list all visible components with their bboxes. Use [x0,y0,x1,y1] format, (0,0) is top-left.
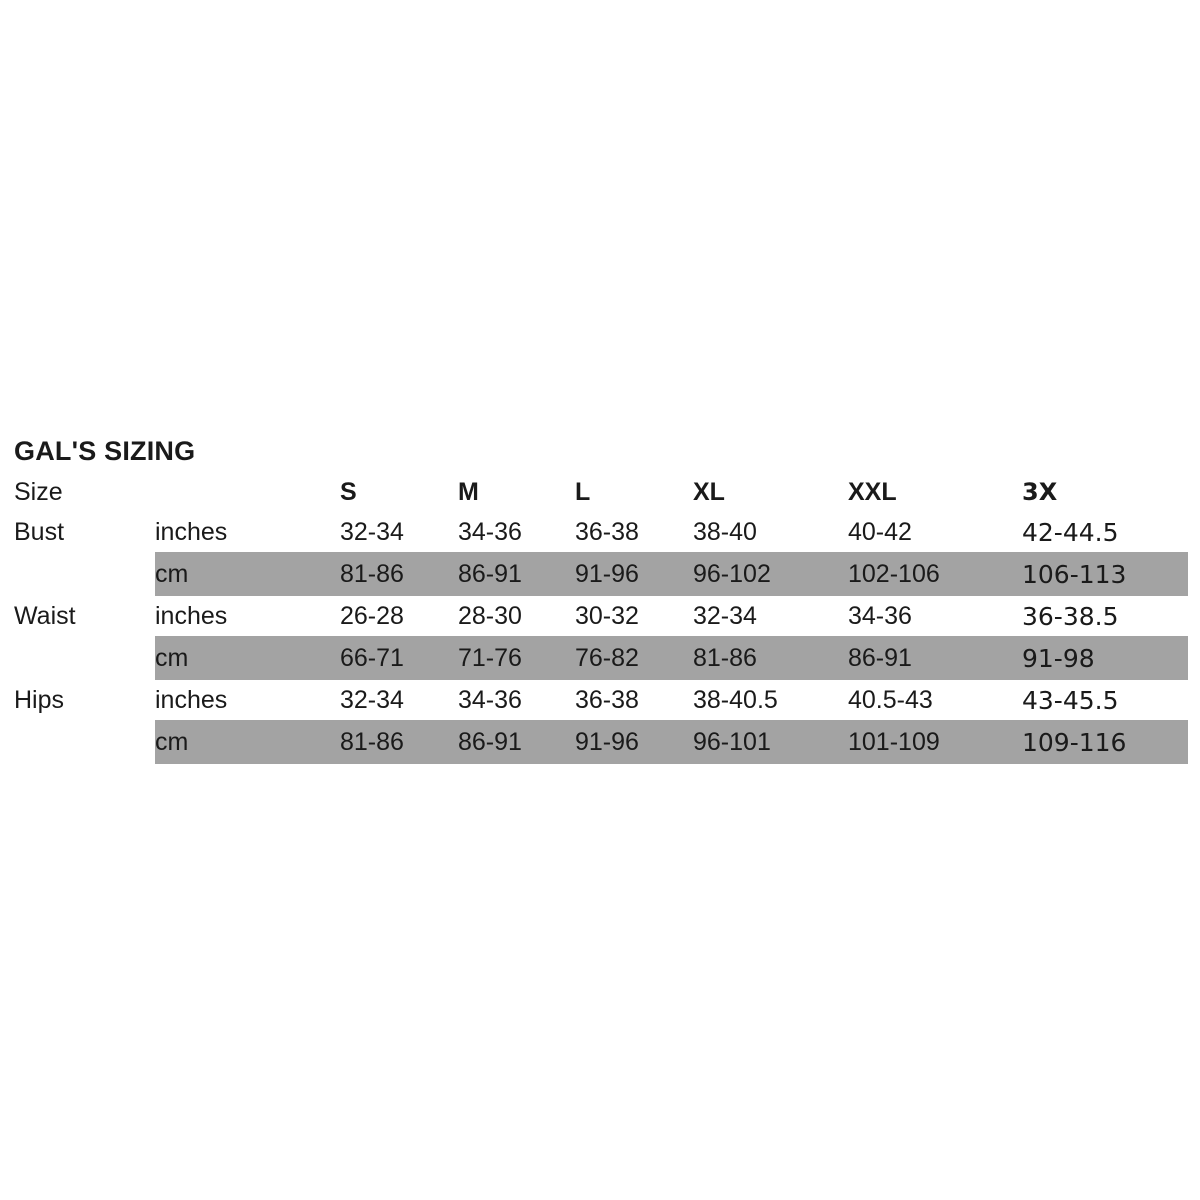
unit-cell: cm [155,636,340,680]
value-cell: 36-38 [575,517,639,546]
value-cell: 81-86 [340,552,458,596]
value-cell: 81-86 [340,720,458,764]
table-row-hips-inches [14,680,1188,720]
value-cell: 106-113 [1022,552,1188,596]
table-row-bust-inches [14,512,1188,552]
value-cell: 96-101 [693,720,848,764]
value-cell: 109-116 [1022,720,1188,764]
table-row-bust-cm [14,552,1188,596]
unit-cell: inches [155,685,228,714]
value-cell: 34-36 [848,601,912,630]
column-header-xl: XL [693,477,725,506]
corner-label: Size [14,477,63,506]
value-cell: 38-40.5 [693,685,778,714]
unit-cell: inches [155,601,228,630]
value-cell: 101-109 [848,720,1022,764]
measure-cell: Hips [14,685,65,714]
column-header-m: M [458,477,479,506]
size-chart-table [14,472,1188,764]
value-cell: 30-32 [575,601,639,630]
value-cell: 26-28 [340,601,404,630]
value-cell: 34-36 [458,517,522,546]
header-row [14,472,1188,512]
value-cell: 36-38.5 [1022,601,1119,631]
value-cell: 32-34 [340,517,404,546]
value-cell: 40.5-43 [848,685,933,714]
value-cell: 32-34 [340,685,404,714]
unit-cell: cm [155,720,340,764]
value-cell: 91-96 [575,720,693,764]
value-cell: 32-34 [693,601,757,630]
page-title: GAL'S SIZING [14,436,196,466]
value-cell: 76-82 [575,636,693,680]
value-cell: 96-102 [693,552,848,596]
measure-cell [14,720,155,764]
measure-cell: Waist [14,601,76,630]
column-header-s: S [340,477,357,506]
value-cell: 81-86 [693,636,848,680]
value-cell: 36-38 [575,685,639,714]
value-cell: 38-40 [693,517,757,546]
value-cell: 43-45.5 [1022,685,1119,715]
value-cell: 102-106 [848,552,1022,596]
measure-cell [14,552,155,596]
value-cell: 71-76 [458,636,575,680]
measure-cell: Bust [14,517,65,546]
size-chart [14,430,1188,764]
value-cell: 91-96 [575,552,693,596]
table-row-hips-cm [14,720,1188,764]
value-cell: 28-30 [458,601,522,630]
value-cell: 40-42 [848,517,912,546]
value-cell: 86-91 [458,552,575,596]
column-header-3x: 3X [1022,478,1058,506]
value-cell: 42-44.5 [1022,517,1119,547]
column-header-xxl: XXL [848,477,897,506]
value-cell: 91-98 [1022,636,1188,680]
value-cell: 86-91 [458,720,575,764]
table-row-waist-cm [14,636,1188,680]
unit-cell: cm [155,552,340,596]
value-cell: 34-36 [458,685,522,714]
column-header-l: L [575,477,591,506]
table-row-waist-inches [14,596,1188,636]
unit-cell: inches [155,517,228,546]
unit-header-spacer [155,472,340,512]
value-cell: 86-91 [848,636,1022,680]
value-cell: 66-71 [340,636,458,680]
measure-cell [14,636,155,680]
